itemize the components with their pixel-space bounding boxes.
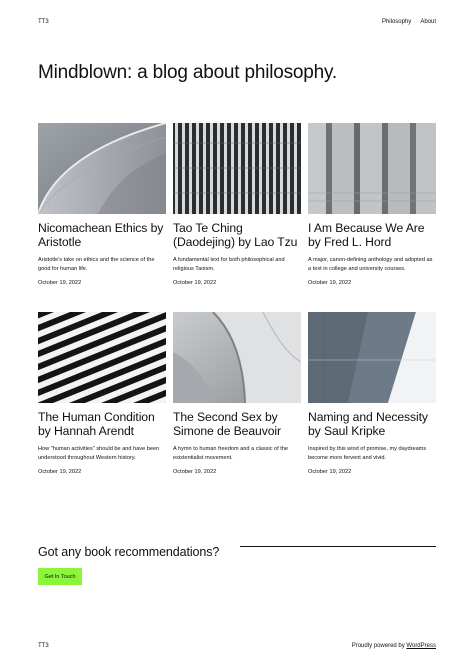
post-thumbnail-image[interactable] bbox=[173, 312, 301, 403]
footer-credit bbox=[352, 643, 436, 649]
primary-nav bbox=[382, 19, 436, 25]
post-thumbnail-image[interactable] bbox=[308, 123, 436, 214]
post-date: October 19, 2022 bbox=[308, 280, 352, 286]
cta-divider bbox=[240, 546, 436, 547]
post-excerpt: A hymn to human freedom and a classic of the existentialist movement. bbox=[173, 446, 289, 461]
post-title[interactable]: The Second Sex by Simone de Beauvoir bbox=[173, 410, 281, 438]
posts-grid bbox=[38, 123, 436, 501]
post-card bbox=[308, 123, 436, 312]
post-date: October 19, 2022 bbox=[308, 469, 352, 475]
post-date: October 19, 2022 bbox=[38, 469, 82, 475]
post-title[interactable]: The Human Condition by Hannah Arendt bbox=[38, 410, 155, 438]
post-thumbnail-image[interactable] bbox=[173, 123, 301, 214]
post-excerpt: A fundamental text for both philosophical and religious Taoism. bbox=[173, 257, 285, 272]
post-excerpt: A major, canon-defining anthology and adopted as a text in college and university courses. bbox=[308, 257, 433, 272]
post-title[interactable]: Nicomachean Ethics by Aristotle bbox=[38, 221, 164, 249]
post-thumbnail-image[interactable] bbox=[308, 312, 436, 403]
post-card bbox=[173, 312, 301, 501]
post-thumbnail-image[interactable] bbox=[38, 312, 166, 403]
site-title-link[interactable]: TT3 bbox=[38, 19, 49, 25]
post-card bbox=[38, 312, 166, 501]
post-card bbox=[173, 123, 301, 312]
nav-item-about[interactable]: About bbox=[420, 19, 436, 25]
post-card bbox=[38, 123, 166, 312]
footer-credit-prefix: Proudly powered by bbox=[351, 643, 407, 649]
post-date: October 19, 2022 bbox=[38, 280, 82, 286]
page-title: Mindblown: a blog about philosophy. bbox=[38, 62, 337, 83]
post-title[interactable]: Naming and Necessity by Saul Kripke bbox=[308, 410, 428, 438]
post-card bbox=[308, 312, 436, 501]
post-excerpt: Inspired by this wind of promise, my daydreams become more fervent and vivid. bbox=[308, 446, 427, 461]
get-in-touch-button[interactable]: Get In Touch bbox=[38, 568, 82, 585]
cta-heading: Got any book recommendations? bbox=[38, 545, 220, 559]
post-date: October 19, 2022 bbox=[173, 280, 217, 286]
site-header bbox=[38, 16, 436, 28]
post-thumbnail-image[interactable] bbox=[38, 123, 166, 214]
post-excerpt: Aristotle's take on ethics and the science of the good for human life. bbox=[38, 257, 155, 272]
footer-site-title: TT3 bbox=[38, 643, 49, 649]
cta-section bbox=[38, 545, 436, 580]
post-title[interactable]: Tao Te Ching (Daodejing) by Lao Tzu bbox=[173, 221, 298, 249]
nav-item-philosophy[interactable]: Philosophy bbox=[381, 19, 412, 25]
post-excerpt: How "human activities" should be and have been understood throughout Western history. bbox=[38, 446, 160, 461]
wordpress-link[interactable]: WordPress bbox=[406, 643, 436, 649]
post-title[interactable]: I Am Because We Are by Fred L. Hord bbox=[308, 221, 425, 249]
post-date: October 19, 2022 bbox=[173, 469, 217, 475]
site-footer bbox=[38, 643, 436, 649]
